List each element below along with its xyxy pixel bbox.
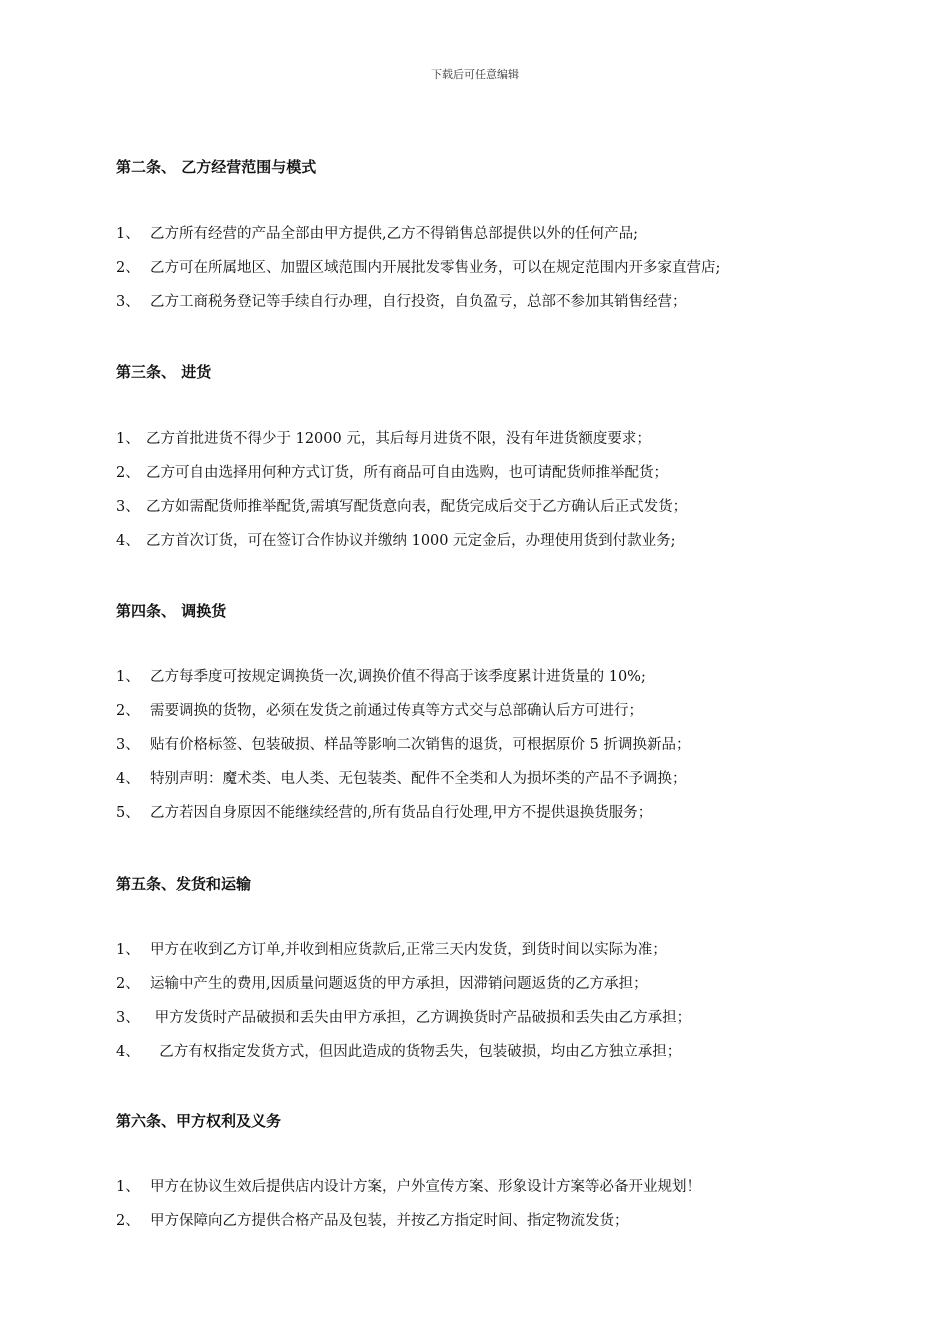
item-text: 甲方保障向乙方提供合格产品及包装，并按乙方指定时间、指定物流发货； — [150, 1213, 629, 1229]
item-number: 2、 — [116, 703, 140, 719]
list-item — [116, 1042, 681, 1062]
section-heading: 第五条、发货和运输 — [116, 875, 252, 893]
item-text: 乙方若因自身原因不能继续经营的,所有货品自行处理,甲方不提供退换货服务； — [150, 805, 653, 821]
item-text: 贴有价格标签、包装破损、样品等影响二次销售的退货，可根据原价 5 折调换新品； — [150, 737, 691, 753]
list-item — [116, 224, 638, 244]
item-number: 2、 — [116, 260, 140, 276]
list-item — [116, 735, 690, 755]
item-text: 甲方发货时产品破损和丢失由甲方承担，乙方调换货时产品破损和丢失由乙方承担； — [150, 1010, 692, 1026]
item-text: 甲方在协议生效后提供店内设计方案，户外宣传方案、形象设计方案等必备开业规划！ — [150, 1179, 701, 1195]
list-item — [116, 940, 667, 960]
list-item — [116, 497, 687, 517]
list-item — [116, 531, 676, 551]
item-number: 1、 — [116, 669, 140, 685]
list-item — [116, 803, 652, 823]
item-number: 1、 — [116, 942, 140, 958]
item-number: 2、 — [116, 465, 140, 481]
item-number: 4、 — [116, 533, 140, 549]
item-text: 乙方首次订货，可在签订合作协议并缴纳 1000 元定金后，办理使用货到付款业务; — [146, 533, 676, 549]
item-number: 2、 — [116, 976, 140, 992]
item-text: 乙方每季度可按规定调换货一次,调换价值不得高于该季度累计进货量的 10%; — [150, 669, 646, 685]
item-number: 4、 — [116, 1044, 140, 1060]
item-text: 甲方在收到乙方订单,并收到相应货款后,正常三天内发货，到货时间以实际为准； — [150, 942, 667, 958]
item-text: 乙方首批进货不得少于 12000 元，其后每月进货不限，没有年进货额度要求； — [146, 431, 651, 447]
item-number: 1、 — [116, 226, 140, 242]
list-item — [116, 974, 648, 994]
item-number: 2、 — [116, 1213, 140, 1229]
section-heading: 第六条、甲方权利及义务 — [116, 1112, 282, 1130]
item-number: 1、 — [116, 1179, 140, 1195]
page-header: 下载后可任意编辑 — [431, 68, 519, 81]
list-item — [116, 769, 687, 789]
list-item — [116, 1211, 629, 1231]
item-number: 3、 — [116, 737, 140, 753]
item-text: 需要调换的货物，必须在发货之前通过传真等方式交与总部确认后方可进行； — [150, 703, 643, 719]
section-heading: 第四条、 调换货 — [116, 602, 227, 620]
item-text: 运输中产生的费用,因质量问题返货的甲方承担，因滞销问题返货的乙方承担； — [150, 976, 648, 992]
item-number: 1、 — [116, 431, 140, 447]
item-number: 4、 — [116, 771, 140, 787]
list-item — [116, 258, 720, 278]
section-heading: 第三条、 进货 — [116, 363, 212, 381]
list-item — [116, 1008, 691, 1028]
item-text: 乙方工商税务登记等手续自行办理，自行投资，自负盈亏，总部不参加其销售经营； — [150, 294, 687, 310]
section-heading: 第二条、 乙方经营范围与模式 — [116, 158, 317, 176]
item-text: 乙方可自由选择用何种方式订货，所有商品可自由选购，也可请配货师推举配货； — [146, 465, 668, 481]
list-item — [116, 292, 687, 312]
item-text: 乙方如需配货师推举配货,需填写配货意向表，配货完成后交于乙方确认后正式发货； — [146, 499, 688, 515]
item-number: 5、 — [116, 805, 140, 821]
item-text: 乙方可在所属地区、加盟区域范围内开展批发零售业务，可以在规定范围内开多家直营店; — [150, 260, 721, 276]
item-text: 乙方有权指定发货方式，但因此造成的货物丢失，包装破损，均由乙方独立承担； — [150, 1044, 682, 1060]
list-item — [116, 429, 651, 449]
item-number: 3、 — [116, 294, 140, 310]
list-item — [116, 463, 668, 483]
list-item — [116, 701, 643, 721]
item-number: 3、 — [116, 1010, 140, 1026]
item-number: 3、 — [116, 499, 140, 515]
item-text: 乙方所有经营的产品全部由甲方提供,乙方不得销售总部提供以外的任何产品; — [150, 226, 638, 242]
list-item — [116, 667, 646, 687]
list-item — [116, 1177, 701, 1197]
item-text: 特别声明：魔术类、电人类、无包装类、配件不全类和人为损坏类的产品不予调换； — [150, 771, 687, 787]
